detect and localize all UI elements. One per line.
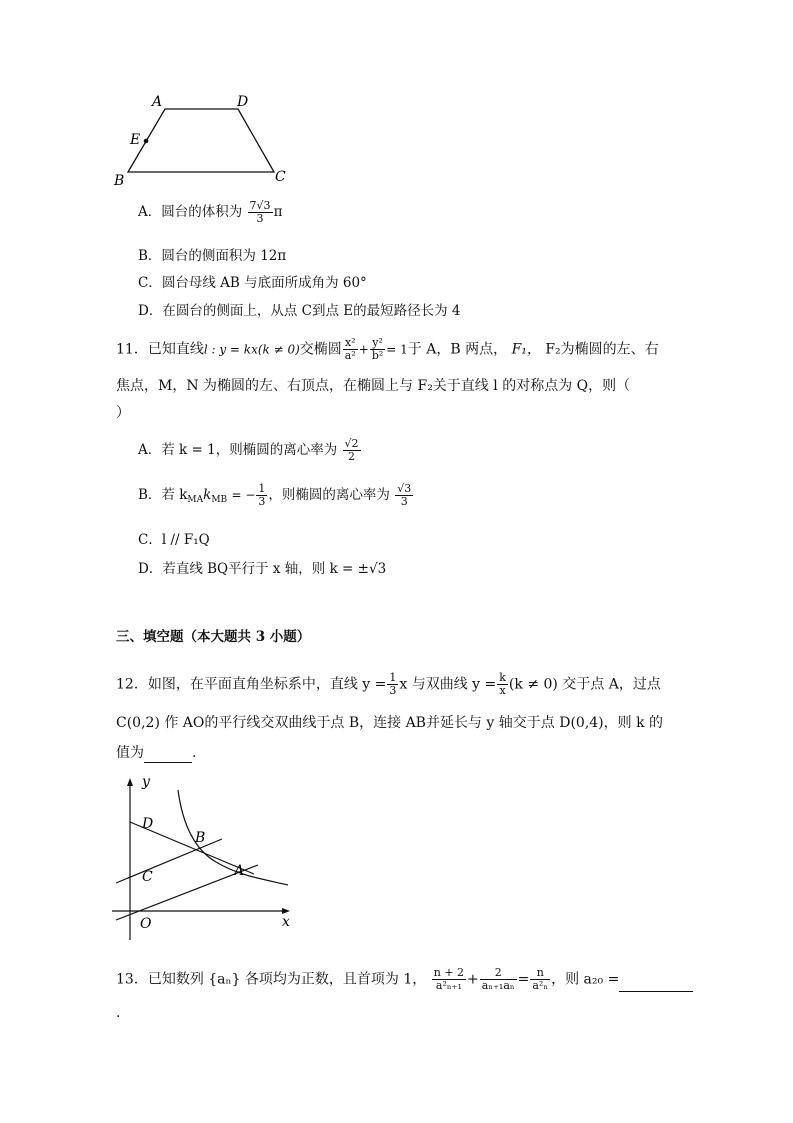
q13-end: .: [116, 1005, 121, 1021]
label-d: D: [237, 94, 249, 110]
label-o: O: [140, 916, 152, 932]
trapezoid-shape: [128, 109, 274, 172]
q11-line3: ）: [116, 405, 130, 421]
ellipse-x-term: $\frac{\text{x²}}{\text{a²}}$: [344, 336, 356, 362]
q11-option-c: C．l // F₁Q: [138, 532, 210, 548]
label-c: C: [275, 169, 286, 185]
trapezoid-figure: [108, 88, 298, 188]
q12-line3: 值为 .: [116, 745, 197, 761]
label-d: D: [142, 816, 154, 832]
q10-option-d: D．在圆台的侧面上，从点 C到点 E的最短路径长为 4: [138, 303, 461, 319]
line-cb: [116, 839, 222, 883]
ellipse-y-term: $\frac{\text{y²}}{\text{b²}}$: [371, 336, 384, 362]
q11-option-b: B．若 $k_{MA}k_{MB}$ = − $\frac{1}{3}$ ，则椭圆的离心率为 $\frac{√3}{3}$: [138, 482, 412, 508]
answer-blank-q13[interactable]: [619, 977, 693, 992]
answer-blank-q12[interactable]: [144, 748, 192, 763]
q12-line1: 12．如图，在平面直角坐标系中，直线 y = $\frac{1}{3}$ x 与双曲线 y = $\frac{k}{x}$ (k ≠ 0) 交于点 A，过点: [116, 671, 661, 697]
q11-option-a: A．若 k = 1，则椭圆的离心率为 $\frac{√2}{2}$: [138, 437, 359, 463]
coordinate-graph: [106, 770, 306, 945]
volume-fraction: $\frac{7√3}{3}$: [249, 199, 271, 225]
label-e: E: [130, 132, 141, 148]
q10-option-b: B．圆台的侧面积为 12π: [138, 248, 287, 264]
q11-line1: 11．已知直线l : y = kx(k ≠ 0)交椭圆 $\frac{\text{x²}}{\text{a²}}$ + $\frac{\text{y²}}{\text{b²}}$ = 1于 A，B 两点， F₁， F₂为椭圆的左、右: [116, 336, 659, 362]
q10-option-a: A．圆台的体积为 $\frac{7√3}{3}$ π: [138, 199, 283, 225]
q13-line1: 13．已知数列 {aₙ} 各项均为正数，且首项为 1， $\frac{n + 2}{\text{a²ₙ₊₁}}$ + $\frac{2}{\text{aₙ₊₁aₙ}}$ = $\frac{n}{\text{a²ₙ}}$ ，则 a₂₀ =: [116, 967, 693, 992]
label-a: A: [152, 94, 163, 110]
label-b: B: [114, 173, 125, 188]
q10-option-c: C．圆台母线 AB 与底面所成角为 60°: [138, 275, 367, 291]
label-y: y: [142, 774, 150, 790]
q11-option-d: D．若直线 BQ平行于 x 轴，则 k = ±√3: [138, 561, 387, 577]
q11-line2: 焦点，M，N 为椭圆的左、右顶点，在椭圆上与 F₂关于直线 l 的对称点为 Q，则（: [116, 378, 631, 394]
y-axis-arrow: [127, 778, 133, 786]
label-b: B: [195, 830, 206, 846]
q12-line2: C(0,2) 作 AO的平行线交双曲线于点 B，连接 AB并延长与 y 轴交于点 D(0,4)，则 k 的: [116, 715, 664, 731]
section-heading: 三、填空题（本大题共 3 小题）: [116, 629, 311, 645]
label-c: C: [142, 869, 153, 885]
label-x: x: [282, 914, 290, 930]
label-a: A: [234, 863, 245, 879]
point-e-dot: [144, 139, 149, 144]
